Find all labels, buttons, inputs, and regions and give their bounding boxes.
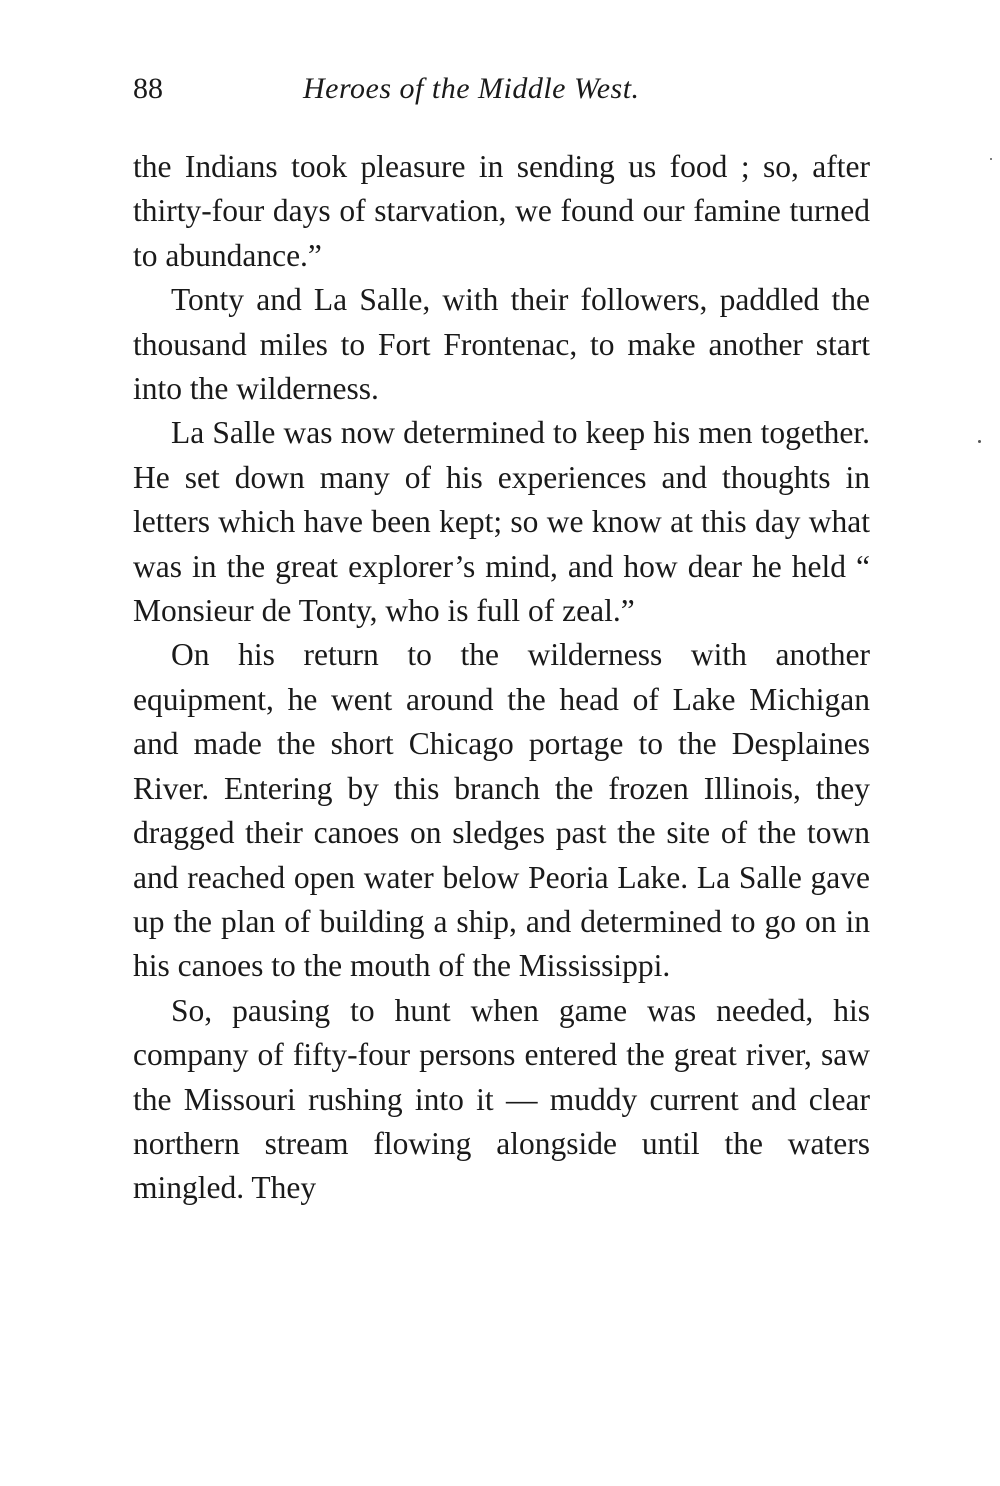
body-text bbox=[133, 145, 870, 1211]
paragraph-continued: the Indians took pleasure in sending us food ; so, after thirty-four days of starvation, we found our famine turned to abundance.” bbox=[133, 149, 870, 273]
paragraph-la-salle-determined: La Salle was now determined to keep his men together. He set down many of his experiences and thoughts in letters which have been kept; so we know at this day what was in the great explorer’s mind, and how dear he held “ Monsieur de Tonty, who is full of zeal.” bbox=[133, 415, 870, 629]
book-page bbox=[133, 60, 870, 1211]
paragraph-tonty-la-salle: Tonty and La Salle, with their followers, paddled the thousand miles to Fort Frontenac, to make another start into the wilderness. bbox=[133, 282, 870, 407]
running-head bbox=[133, 60, 870, 120]
running-title: Heroes of the Middle West. bbox=[303, 72, 640, 105]
paragraph-return-wilderness: On his return to the wilderness with another equipment, he went around the head of Lake Michigan and made the short Chicago portage to the Desplaines River. Entering by this branch the frozen Illinois, they dragged their canoes on sledges past the site of the town and reached open water below Peoria Lake. La Salle gave up the plan of building a ship, and determined to go on in his canoes to the mouth of the Mississippi. bbox=[133, 637, 870, 984]
page-number: 88 bbox=[133, 72, 163, 105]
paragraph-pausing-to-hunt: So, pausing to hunt when game was needed, his company of fifty-four persons entered the great river, saw the Missouri rushing into it — muddy current and clear northern stream flowing alongside until the waters mingled. They bbox=[133, 992, 870, 1206]
print-speck bbox=[978, 440, 981, 443]
print-speck bbox=[990, 158, 992, 160]
